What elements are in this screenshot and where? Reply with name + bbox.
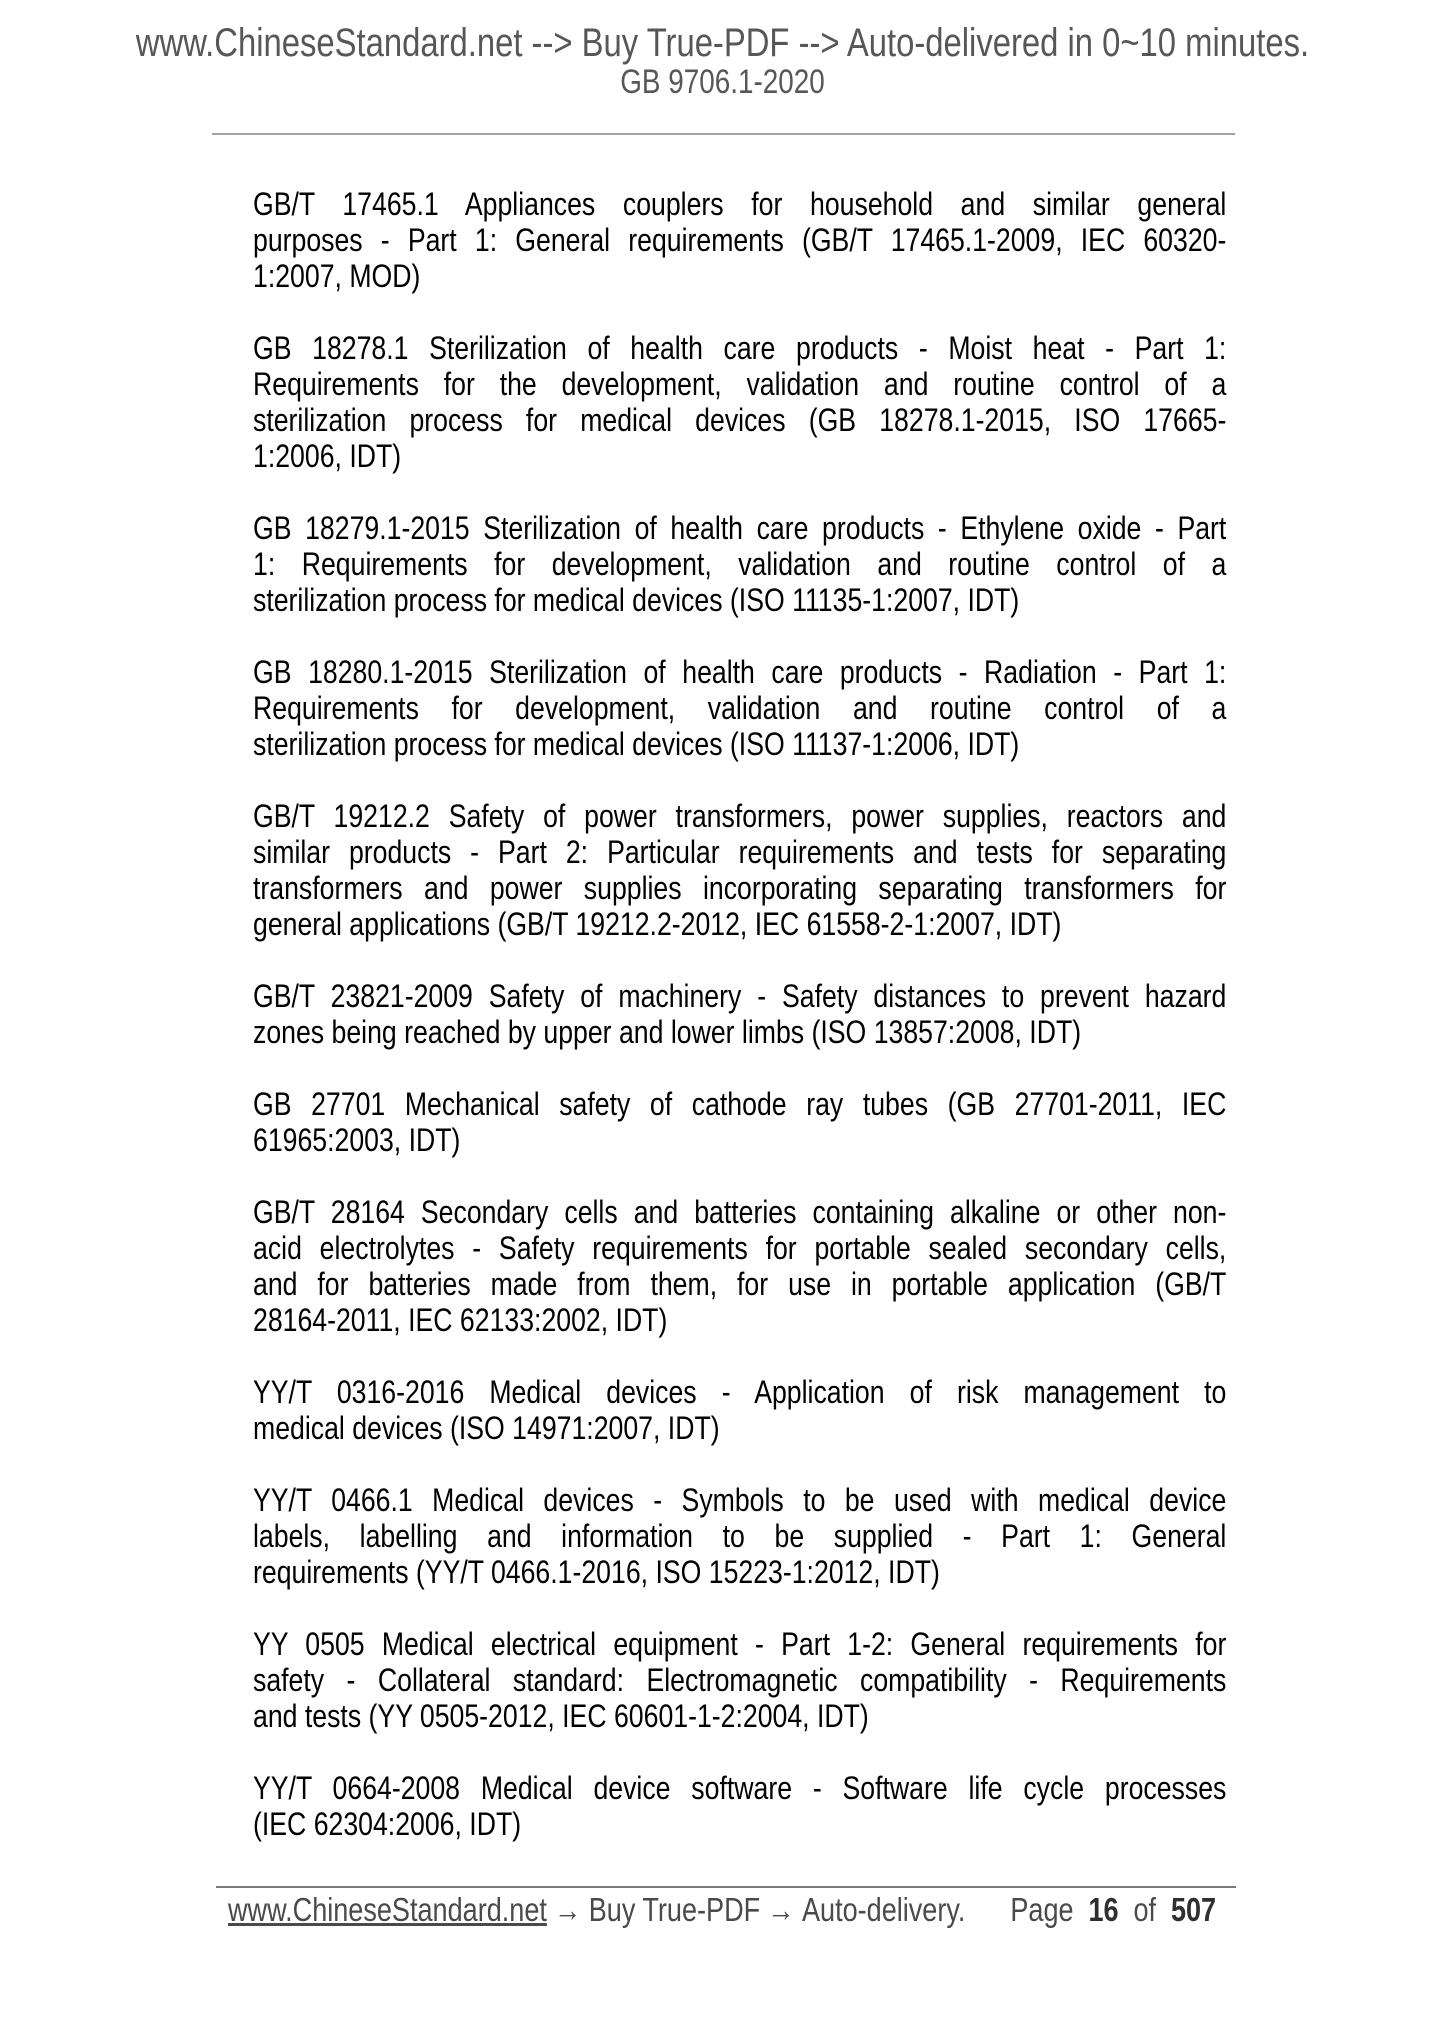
reference-line: GB 18280.1-2015 Sterilization of health care products - Radiation - Part 1: <box>253 654 1227 690</box>
page-total: 507 <box>1170 1891 1217 1928</box>
reference-line: acid electrolytes - Safety requirements for portable sealed secondary cells, <box>253 1230 1227 1266</box>
reference-line: GB 18278.1 Sterilization of health care products - Moist heat - Part 1: <box>253 330 1227 366</box>
reference-line: 1:2007, MOD) <box>253 258 421 294</box>
reference-line: sterilization process for medical devices (ISO 11135-1:2007, IDT) <box>253 582 1020 618</box>
reference-line: medical devices (ISO 14971:2007, IDT) <box>253 1410 720 1446</box>
reference-line: GB 18279.1-2015 Sterilization of health care products - Ethylene oxide - Part <box>253 510 1227 546</box>
reference-line: sterilization process for medical devices (ISO 11137-1:2006, IDT) <box>253 726 1020 762</box>
reference-line: 28164-2011, IEC 62133:2002, IDT) <box>253 1302 668 1338</box>
footer-rule <box>216 1886 1236 1888</box>
reference-line: and for batteries made from them, for use in portable application (GB/T <box>253 1266 1227 1302</box>
reference-line: labels, labelling and information to be supplied - Part 1: General <box>253 1518 1227 1554</box>
reference-line: Requirements for the development, validation and routine control of a <box>253 366 1227 402</box>
reference-line: YY/T 0664-2008 Medical device software - Software life cycle processes <box>253 1770 1227 1806</box>
arrow-right-icon: → <box>554 1891 582 1928</box>
reference-line: similar products - Part 2: Particular requirements and tests for separating <box>253 834 1227 870</box>
reference-line: YY/T 0466.1 Medical devices - Symbols to be used with medical device <box>253 1482 1227 1518</box>
reference-paragraph <box>253 978 1226 1050</box>
reference-line: GB/T 17465.1 Appliances couplers for household and similar general <box>253 186 1227 222</box>
header-doc-number: GB 9706.1-2020 <box>620 63 825 101</box>
reference-line: zones being reached by upper and lower limbs (ISO 13857:2008, IDT) <box>253 1014 1082 1050</box>
reference-line: 61965:2003, IDT) <box>253 1122 461 1158</box>
reference-line: 1:2006, IDT) <box>253 438 402 474</box>
reference-line: purposes - Part 1: General requirements (GB/T 17465.1-2009, IEC 60320- <box>253 222 1227 258</box>
footer-page-info <box>1010 1892 1216 1928</box>
reference-line: GB/T 19212.2 Safety of power transformers, power supplies, reactors and <box>253 798 1227 834</box>
reference-line: GB/T 28164 Secondary cells and batteries containing alkaline or other non- <box>253 1194 1227 1230</box>
reference-line: transformers and power supplies incorporating separating transformers for <box>253 870 1227 906</box>
footer-site-link[interactable]: www.ChineseStandard.net <box>228 1891 547 1928</box>
reference-line: GB 27701 Mechanical safety of cathode ray tubes (GB 27701-2011, IEC <box>253 1086 1227 1122</box>
reference-line: safety - Collateral standard: Electromagnetic compatibility - Requirements <box>253 1662 1227 1698</box>
reference-paragraph <box>253 1086 1226 1158</box>
reference-line: YY/T 0316-2016 Medical devices - Application of risk management to <box>253 1374 1227 1410</box>
footer-left-group <box>228 1892 965 1928</box>
reference-paragraph <box>253 1482 1226 1590</box>
reference-paragraph <box>253 510 1226 618</box>
footer-delivery-text: Auto-delivery. <box>801 1891 966 1928</box>
header-banner: www.ChineseStandard.net --> Buy True-PDF --> Auto-delivered in 0~10 minutes. <box>135 21 1310 65</box>
reference-list <box>253 186 1226 1878</box>
reference-line: general applications (GB/T 19212.2-2012, IEC 61558-2-1:2007, IDT) <box>253 906 1062 942</box>
header-rule <box>212 133 1235 135</box>
reference-line: Requirements for development, validation and routine control of a <box>253 690 1227 726</box>
reference-line: GB/T 23821-2009 Safety of machinery - Safety distances to prevent hazard <box>253 978 1227 1014</box>
reference-paragraph <box>253 330 1226 474</box>
page-label: Page <box>1010 1891 1074 1928</box>
reference-paragraph <box>253 186 1226 294</box>
arrow-right-icon: → <box>767 1891 795 1928</box>
reference-line: sterilization process for medical devices (GB 18278.1-2015, ISO 17665- <box>253 402 1227 438</box>
reference-paragraph <box>253 1374 1226 1446</box>
reference-paragraph <box>253 654 1226 762</box>
footer-action-text: Buy True-PDF <box>588 1891 761 1928</box>
reference-line: and tests (YY 0505-2012, IEC 60601-1-2:2004, IDT) <box>253 1698 869 1734</box>
reference-line: (IEC 62304:2006, IDT) <box>253 1806 522 1842</box>
footer <box>228 1892 1216 1928</box>
reference-paragraph <box>253 1626 1226 1734</box>
page-current: 16 <box>1088 1891 1119 1928</box>
reference-line: 1: Requirements for development, validation and routine control of a <box>253 546 1227 582</box>
reference-paragraph <box>253 1770 1226 1842</box>
of-label: of <box>1133 1891 1157 1928</box>
reference-line: requirements (YY/T 0466.1-2016, ISO 15223-1:2012, IDT) <box>253 1554 940 1590</box>
reference-paragraph <box>253 1194 1226 1338</box>
reference-line: YY 0505 Medical electrical equipment - Part 1-2: General requirements for <box>253 1626 1227 1662</box>
reference-paragraph <box>253 798 1226 942</box>
